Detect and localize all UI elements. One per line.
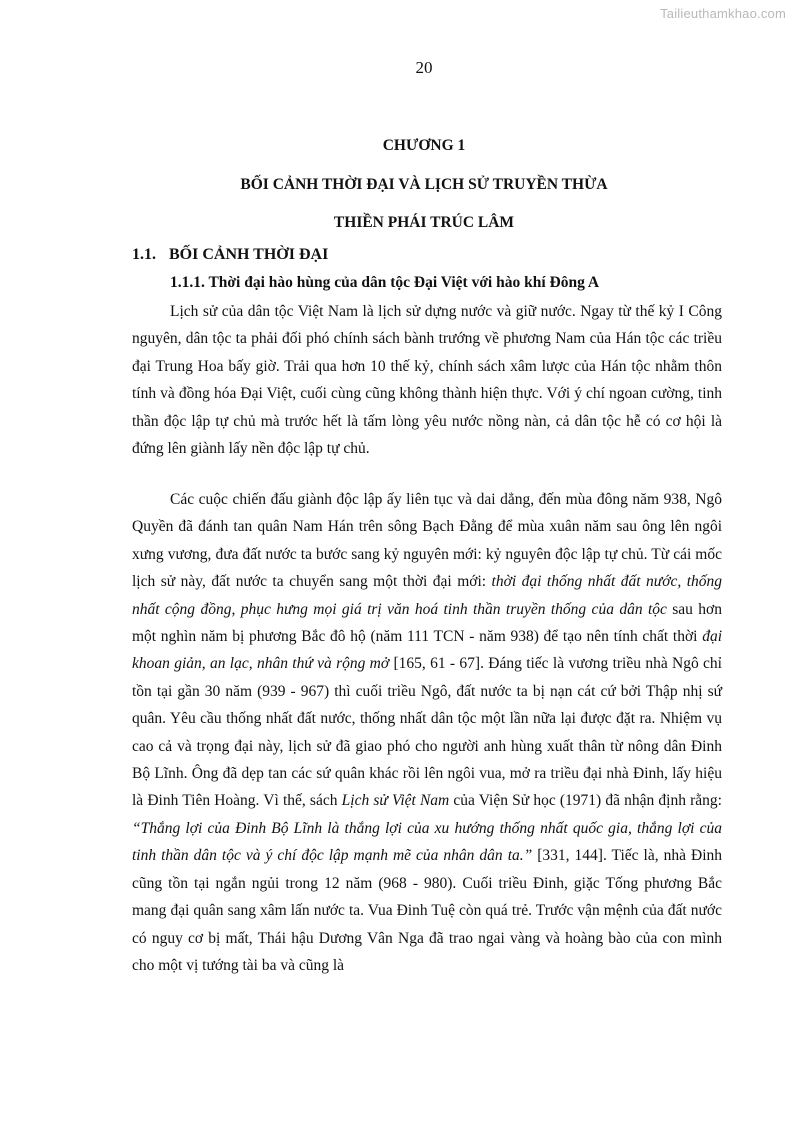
quotation: “Thắng lợi của Đinh Bộ Lĩnh là thắng lợi của xu hướng thống nhất quốc gia, thắng lợi của tinh thần dân tộc và ý chí độc lập mạnh mẽ của nhân dân ta.” xyxy=(132,819,722,865)
subsection-heading: 1.1.1. Thời đại hào hùng của dân tộc Đại Việt với hào khí Đông A xyxy=(170,274,600,291)
paragraph-2-text: Các cuộc chiến đấu giành độc lập ấy liên tục và dai dẳng, đến mùa đông năm 938, Ngô Quyền đã đánh tan quân Nam Hán trên sông Bạch Đằng để mùa xuân năm sau ông lên ngôi xưng vương, đưa đất nước ta bước sang kỷ nguyên mới: kỷ nguyên độc lập tự chủ. Từ cái mốc lịch sử này, đất nước ta chuyển sang một thời đại mới: xyxy=(132,491,722,591)
chapter-title-line-2: THIỀN PHÁI TRÚC LÂM xyxy=(333,214,515,231)
book-title: Lịch sử Việt Nam xyxy=(341,792,450,810)
section-heading xyxy=(132,246,328,264)
paragraph-2-text: [331, 144]. Tiếc là, nhà Đinh cũng tồn tại ngắn ngủi trong 12 năm (968 - 980). Cuối triều Đinh, giặc Tống phương Bắc mang đại quân sang xâm lấn nước ta. Vua Đinh Tuệ còn quá trẻ. Trước vận mệnh của đất nước có nguy cơ bị mất, Thái hậu Dương Vân Nga đã trao ngai vàng và hoàng bào của con mình cho một vị tướng tài ba và cũng là xyxy=(132,847,722,974)
paragraph-2-italic-phrase: thời đại thống nhất đất nước, thống nhất cộng đồng, phục hưng mọi giá trị văn hoá tinh thần truyền thống của dân tộc xyxy=(132,573,723,618)
watermark: Tailieuthamkhao.com xyxy=(660,6,786,21)
paragraph-2-italic-phrase: đại khoan giản, an lạc, nhân thứ và rộng mở xyxy=(132,628,722,673)
paragraph-2-text: của Viện Sử học (1971) đã nhận định rằng: xyxy=(449,792,722,810)
paragraph-2-text: [165, 61 - 67]. Đáng tiếc là vương triều nhà Ngô chỉ tồn tại gần 30 năm (939 - 967) thì cuối triều Ngô, đất nước ta bị nạn cát cứ bởi Thập nhị sứ quân. Yêu cầu thống nhất đất nước, thống nhất dân tộc một lần nữa lại được đặt ra. Nhiệm vụ cao cả và trọng đại này, lịch sử đã giao phó cho người anh hùng xuất thân từ nông dân Đinh Bộ Lĩnh. Ông đã dẹp tan các sứ quân khác rồi lên ngôi vua, mở ra triều đại nhà Đinh, lấy hiệu là Đinh Tiên Hoàng. Vì thế, sách xyxy=(132,655,722,810)
page-number: 20 xyxy=(415,58,433,77)
chapter-label: CHƯƠNG 1 xyxy=(382,137,466,154)
section-title: BỐI CẢNH THỜI ĐẠI xyxy=(169,246,329,263)
section-number: 1.1. xyxy=(132,246,156,263)
paragraph-2 xyxy=(132,486,722,979)
chapter-title-line-1: BỐI CẢNH THỜI ĐẠI VÀ LỊCH SỬ TRUYỀN THỪA xyxy=(240,176,608,193)
paragraph-1: Lịch sử của dân tộc Việt Nam là lịch sử dựng nước và giữ nước. Ngay từ thế kỷ I Công nguyên, dân tộc ta phải đối phó chính sách bành trướng về phương Nam của Hán tộc các triều đại Trung Hoa bấy giờ. Trải qua hơn 10 thế kỷ, chính sách xâm lược của Hán tộc nhằm thôn tính và đồng hóa Đại Việt, cuối cùng cũng không thành hiện thực. Với ý chí ngoan cường, tinh thần độc lập tự chủ mà trước hết là tấm lòng yêu nước nồng nàn, cả dân tộc hễ có cơ hội là đứng lên giành lấy nền độc lập tự chủ. xyxy=(132,303,722,458)
paragraph-2-text: sau hơn một nghìn năm bị phương Bắc đô hộ (năm 111 TCN - năm 938) để tạo nên tính chất thời xyxy=(132,600,723,646)
